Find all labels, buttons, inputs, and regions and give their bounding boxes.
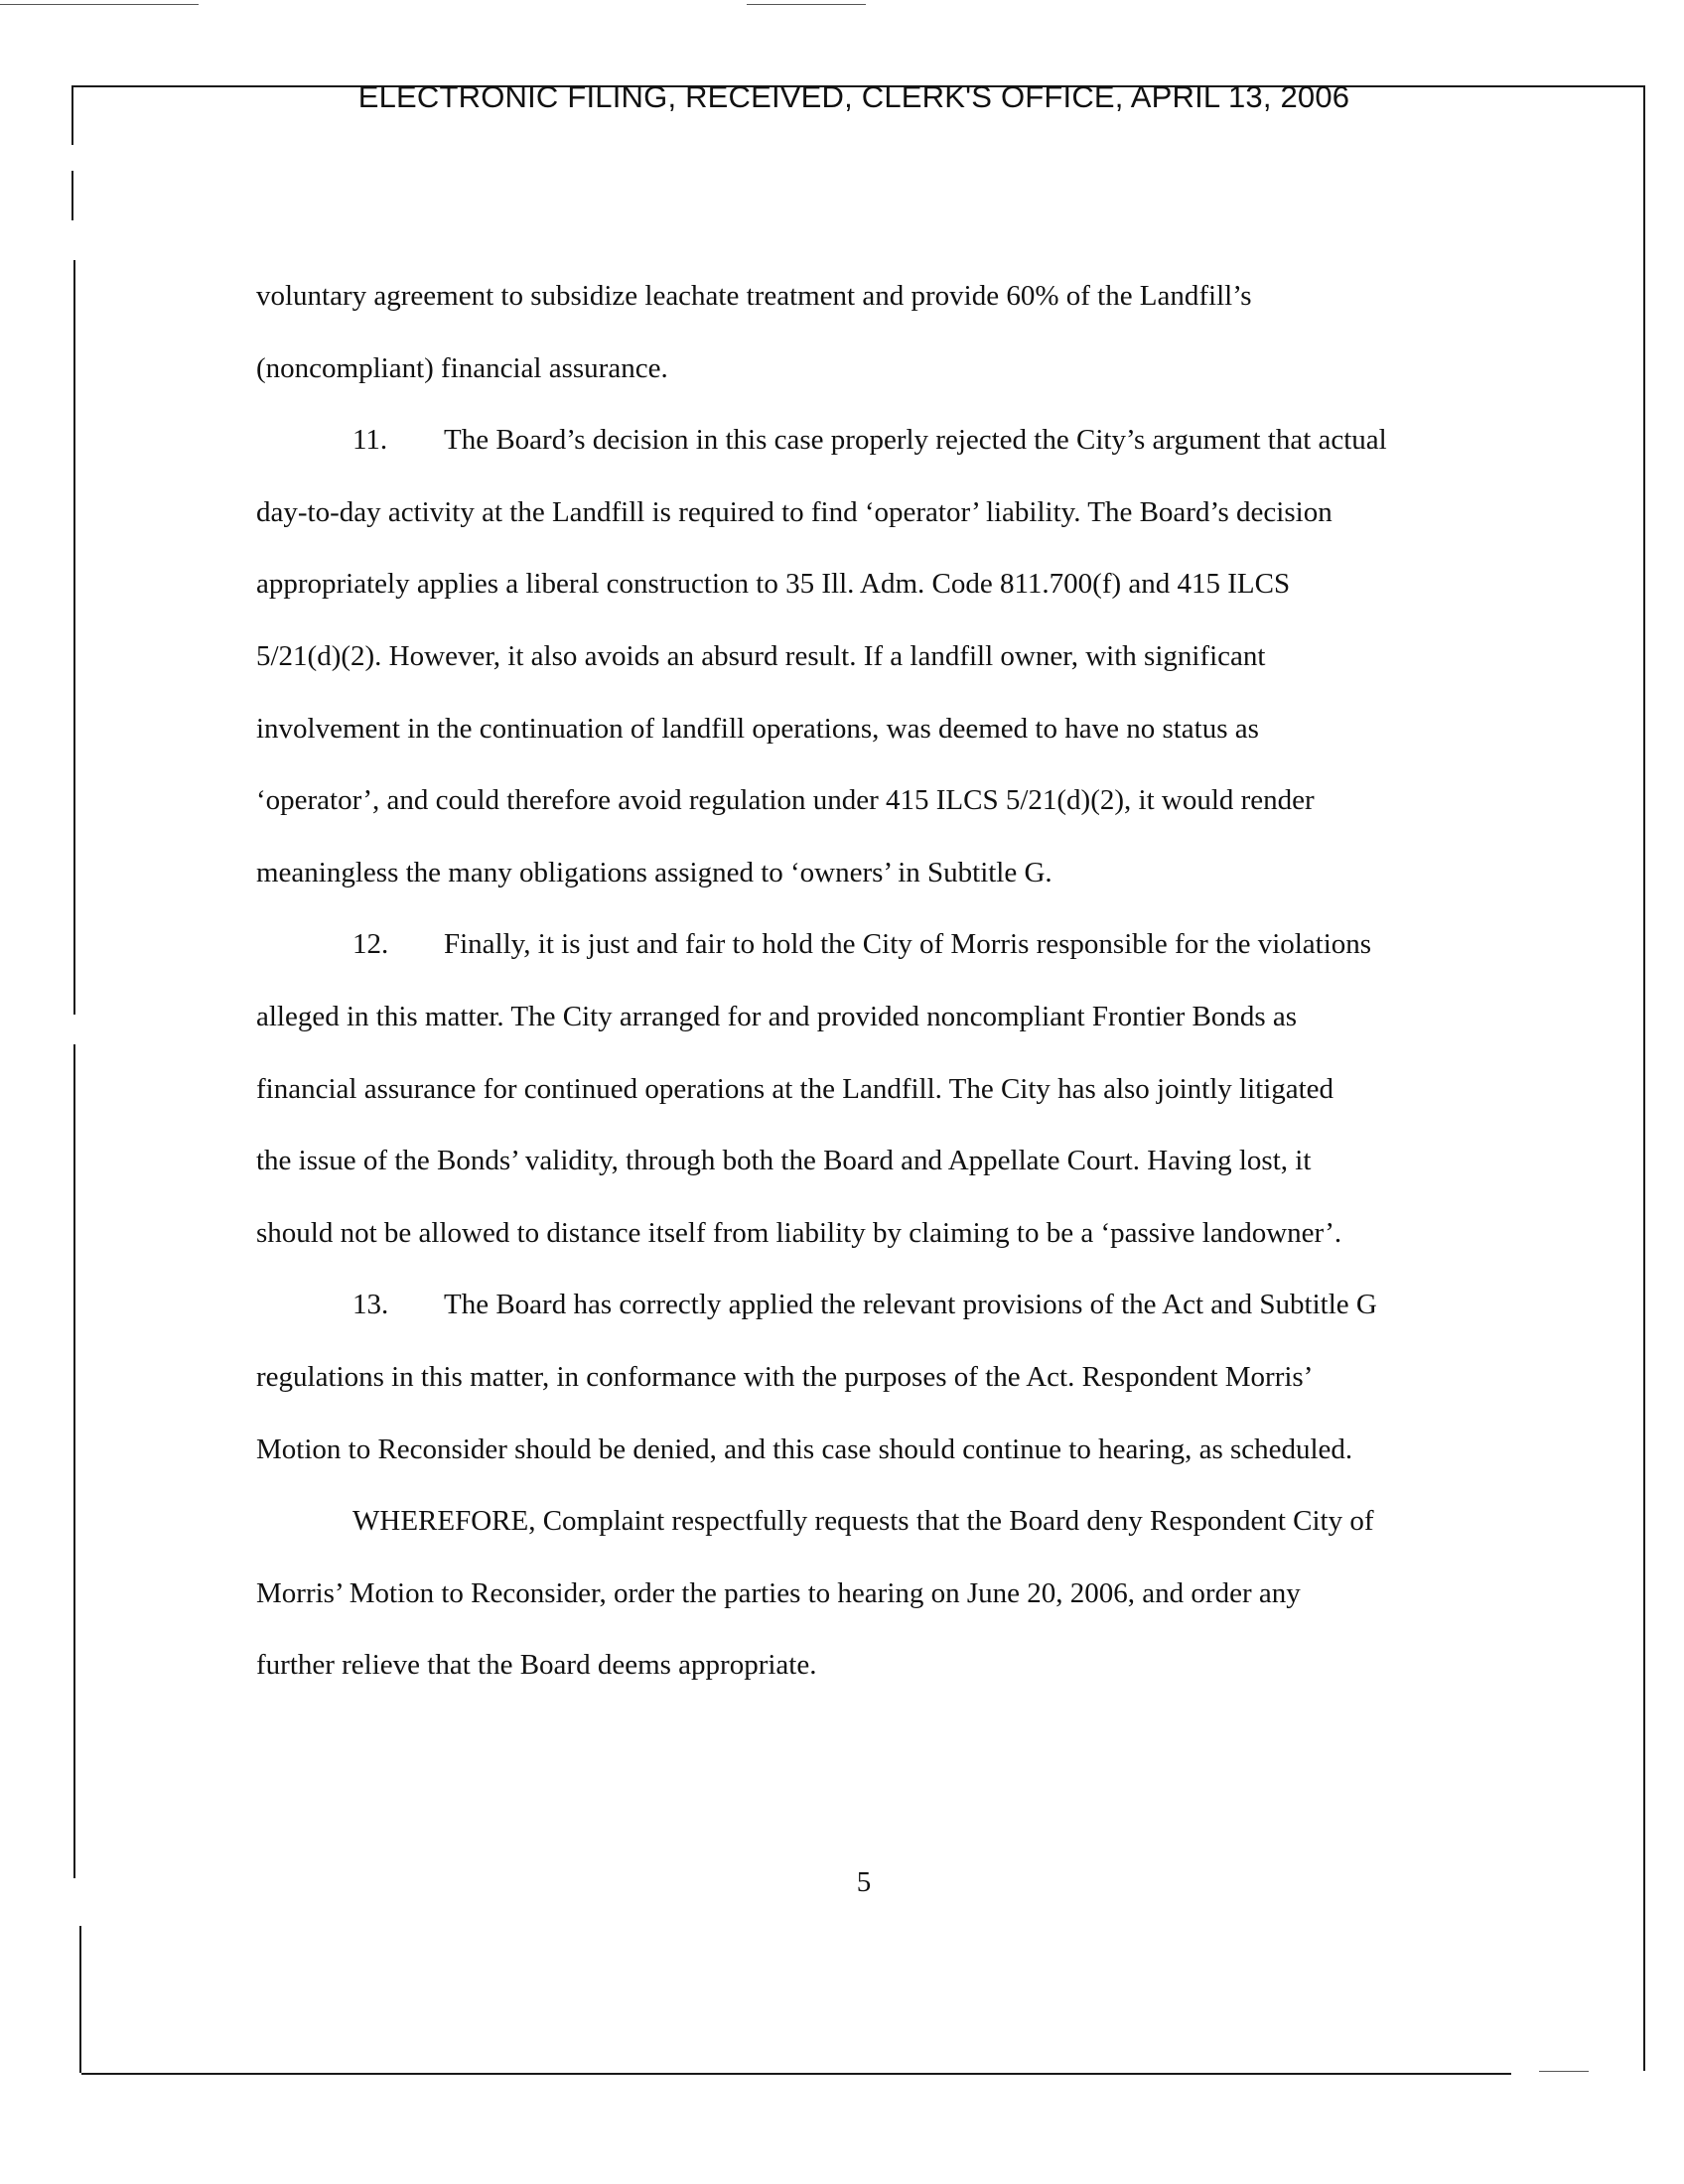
- scan-mark-top-left: [0, 4, 199, 5]
- paragraph-11-line: day-to-day activity at the Landfill is required to find ‘operator’ liability. The Board’s decision: [256, 495, 1333, 528]
- paragraph-11-first-line: [256, 404, 1458, 477]
- frame-left-line-upper: [73, 260, 75, 1015]
- paragraph-12-line: the issue of the Bonds’ validity, through both the Board and Appellate Court. Having lost, it: [256, 1145, 1312, 1177]
- paragraph-13-first-line: [256, 1269, 1458, 1341]
- paragraph-11-first-text: The Board’s decision in this case properly rejected the City’s argument that actual: [444, 424, 1387, 457]
- scan-mark-bottom-right: [1539, 2071, 1589, 2072]
- paragraph-12-line: financial assurance for continued operations at the Landfill. The City has also jointly litigated: [256, 1072, 1334, 1105]
- paragraph-12-first-line: [256, 908, 1458, 981]
- frame-left-line-lower: [73, 1044, 75, 1878]
- page-number: 5: [856, 1866, 872, 1898]
- paragraph-number-13: 13.: [352, 1289, 389, 1321]
- wherefore-line: Morris’ Motion to Reconsider, order the parties to hearing on June 20, 2006, and order any: [256, 1576, 1301, 1609]
- frame-left-line-bottom: [79, 1926, 81, 2073]
- frame-right-line: [1643, 85, 1645, 2071]
- paragraph-number-11: 11.: [352, 424, 388, 457]
- paragraph-11-line: appropriately applies a liberal construction to 35 Ill. Adm. Code 811.700(f) and 415 ILCS: [256, 568, 1291, 601]
- document-body: [256, 260, 1458, 1702]
- paragraph-number-12: 12.: [352, 928, 389, 961]
- paragraph-13-line: regulations in this matter, in conformance with the purposes of the Act. Respondent Morris’: [256, 1360, 1314, 1393]
- paragraph-12-line: alleged in this matter. The City arranged for and provided noncompliant Frontier Bonds as: [256, 1000, 1298, 1032]
- body-line-2: (noncompliant) financial assurance.: [256, 351, 668, 384]
- filing-stamp-header: ELECTRONIC FILING, RECEIVED, CLERK'S OFFICE, APRIL 13, 2006: [357, 79, 1350, 114]
- paragraph-11-line: involvement in the continuation of landfill operations, was deemed to have no status as: [256, 712, 1259, 745]
- paragraph-11-line: ‘operator’, and could therefore avoid regulation under 415 ILCS 5/21(d)(2), it would render: [256, 784, 1315, 817]
- paragraph-11-line: 5/21(d)(2). However, it also avoids an absurd result. If a landfill owner, with significant: [256, 639, 1266, 672]
- wherefore-line: further relieve that the Board deems appropriate.: [256, 1649, 817, 1682]
- frame-bottom-line: [81, 2073, 1511, 2075]
- paragraph-12-line: should not be allowed to distance itself from liability by claiming to be a ‘passive landowner’.: [256, 1216, 1342, 1249]
- frame-left-line-top: [71, 85, 73, 145]
- paragraph-13-first-text: The Board has correctly applied the relevant provisions of the Act and Subtitle G: [444, 1289, 1377, 1321]
- paragraph-13-line: Motion to Reconsider should be denied, and this case should continue to hearing, as scheduled.: [256, 1433, 1353, 1465]
- scan-mark-top-center: [747, 4, 866, 5]
- body-line-1: voluntary agreement to subsidize leachate treatment and provide 60% of the Landfill’s: [256, 280, 1252, 312]
- paragraph-12-first-text: Finally, it is just and fair to hold the City of Morris responsible for the violations: [444, 928, 1372, 961]
- frame-left-line-mid: [71, 171, 73, 220]
- wherefore-first-line: WHEREFORE, Complaint respectfully requests that the Board deny Respondent City of: [352, 1505, 1374, 1538]
- paragraph-11-line: meaningless the many obligations assigned to ‘owners’ in Subtitle G.: [256, 856, 1052, 888]
